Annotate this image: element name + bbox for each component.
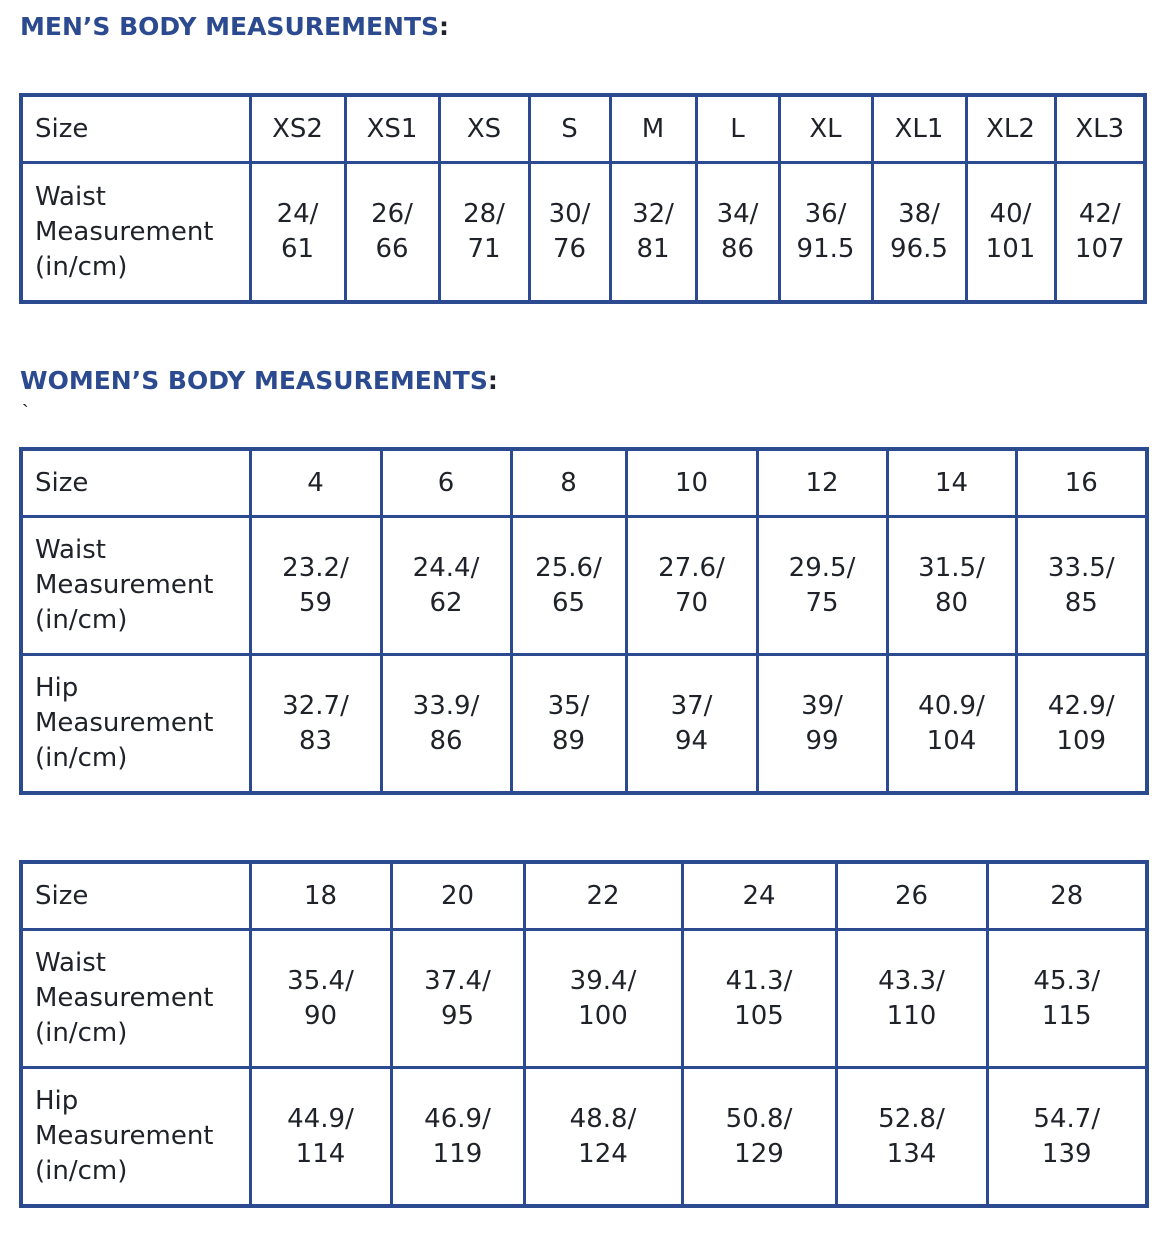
- size-header-cell: XL1: [872, 95, 966, 163]
- size-header-cell: L: [696, 95, 779, 163]
- womens-waist-row: [21, 517, 1147, 655]
- womens-size-table-2: [19, 860, 1149, 1208]
- measurement-cell: 50.8/ 129: [682, 1068, 836, 1207]
- womens-heading-colon: :: [487, 366, 498, 395]
- waist-row-label: Waist Measurement (in/cm): [21, 930, 250, 1068]
- size-header-label: Size: [21, 862, 250, 930]
- measurement-cell: 35.4/ 90: [250, 930, 391, 1068]
- mens-size-table: [19, 93, 1147, 304]
- size-header-cell: XL3: [1055, 95, 1145, 163]
- womens-size-row: [21, 862, 1147, 930]
- measurement-cell: 52.8/ 134: [836, 1068, 987, 1207]
- womens-hip-row: [21, 655, 1147, 794]
- size-header-cell: 6: [381, 449, 511, 517]
- size-header-cell: 4: [250, 449, 381, 517]
- size-header-cell: 18: [250, 862, 391, 930]
- hip-row-label: Hip Measurement (in/cm): [21, 655, 250, 794]
- measurement-cell: 23.2/ 59: [250, 517, 381, 655]
- measurement-cell: 37.4/ 95: [391, 930, 524, 1068]
- waist-row-label: Waist Measurement (in/cm): [21, 163, 250, 303]
- measurement-cell: 39/ 99: [757, 655, 887, 794]
- measurement-cell: 54.7/ 139: [987, 1068, 1147, 1207]
- measurement-cell: 24.4/ 62: [381, 517, 511, 655]
- measurement-cell: 32.7/ 83: [250, 655, 381, 794]
- size-header-cell: 10: [626, 449, 757, 517]
- size-header-label: Size: [21, 449, 250, 517]
- stray-mark: `: [22, 402, 29, 424]
- measurement-cell: 28/ 71: [439, 163, 529, 303]
- measurement-cell: 34/ 86: [696, 163, 779, 303]
- measurement-cell: 30/ 76: [529, 163, 610, 303]
- size-header-cell: 28: [987, 862, 1147, 930]
- mens-size-row: [21, 95, 1145, 163]
- size-header-cell: 8: [511, 449, 626, 517]
- measurement-cell: 41.3/ 105: [682, 930, 836, 1068]
- mens-waist-row: [21, 163, 1145, 303]
- size-header-cell: S: [529, 95, 610, 163]
- size-header-cell: XS1: [345, 95, 439, 163]
- measurement-cell: 32/ 81: [610, 163, 696, 303]
- size-header-cell: XL2: [966, 95, 1055, 163]
- womens-hip-row: [21, 1068, 1147, 1207]
- size-header-cell: XS2: [250, 95, 345, 163]
- measurement-cell: 40.9/ 104: [887, 655, 1016, 794]
- measurement-cell: 46.9/ 119: [391, 1068, 524, 1207]
- size-header-cell: 24: [682, 862, 836, 930]
- measurement-cell: 29.5/ 75: [757, 517, 887, 655]
- size-header-cell: 20: [391, 862, 524, 930]
- womens-heading-text: WOMEN’S BODY MEASUREMENTS: [20, 366, 488, 395]
- measurement-cell: 31.5/ 80: [887, 517, 1016, 655]
- measurement-cell: 25.6/ 65: [511, 517, 626, 655]
- mens-heading-colon: :: [439, 12, 450, 41]
- measurement-cell: 39.4/ 100: [524, 930, 682, 1068]
- womens-waist-row: [21, 930, 1147, 1068]
- waist-row-label: Waist Measurement (in/cm): [21, 517, 250, 655]
- size-header-cell: 22: [524, 862, 682, 930]
- womens-size-row: [21, 449, 1147, 517]
- hip-row-label: Hip Measurement (in/cm): [21, 1068, 250, 1207]
- size-header-cell: 14: [887, 449, 1016, 517]
- mens-heading-text: MEN’S BODY MEASUREMENTS: [20, 12, 440, 41]
- measurement-cell: 42/ 107: [1055, 163, 1145, 303]
- measurement-cell: 44.9/ 114: [250, 1068, 391, 1207]
- measurement-cell: 33.9/ 86: [381, 655, 511, 794]
- mens-measurements-heading: [20, 12, 449, 41]
- measurement-cell: 36/ 91.5: [779, 163, 872, 303]
- measurement-cell: 38/ 96.5: [872, 163, 966, 303]
- measurement-cell: 27.6/ 70: [626, 517, 757, 655]
- size-header-cell: 26: [836, 862, 987, 930]
- size-header-cell: 12: [757, 449, 887, 517]
- size-header-cell: M: [610, 95, 696, 163]
- measurement-cell: 24/ 61: [250, 163, 345, 303]
- measurement-cell: 45.3/ 115: [987, 930, 1147, 1068]
- measurement-cell: 42.9/ 109: [1016, 655, 1147, 794]
- measurement-cell: 43.3/ 110: [836, 930, 987, 1068]
- size-header-cell: 16: [1016, 449, 1147, 517]
- measurement-cell: 33.5/ 85: [1016, 517, 1147, 655]
- measurement-cell: 37/ 94: [626, 655, 757, 794]
- measurement-cell: 48.8/ 124: [524, 1068, 682, 1207]
- size-header-cell: XS: [439, 95, 529, 163]
- size-header-label: Size: [21, 95, 250, 163]
- womens-measurements-heading: [20, 366, 498, 395]
- womens-size-table-1: [19, 447, 1149, 795]
- size-header-cell: XL: [779, 95, 872, 163]
- measurement-cell: 26/ 66: [345, 163, 439, 303]
- measurement-cell: 40/ 101: [966, 163, 1055, 303]
- measurement-cell: 35/ 89: [511, 655, 626, 794]
